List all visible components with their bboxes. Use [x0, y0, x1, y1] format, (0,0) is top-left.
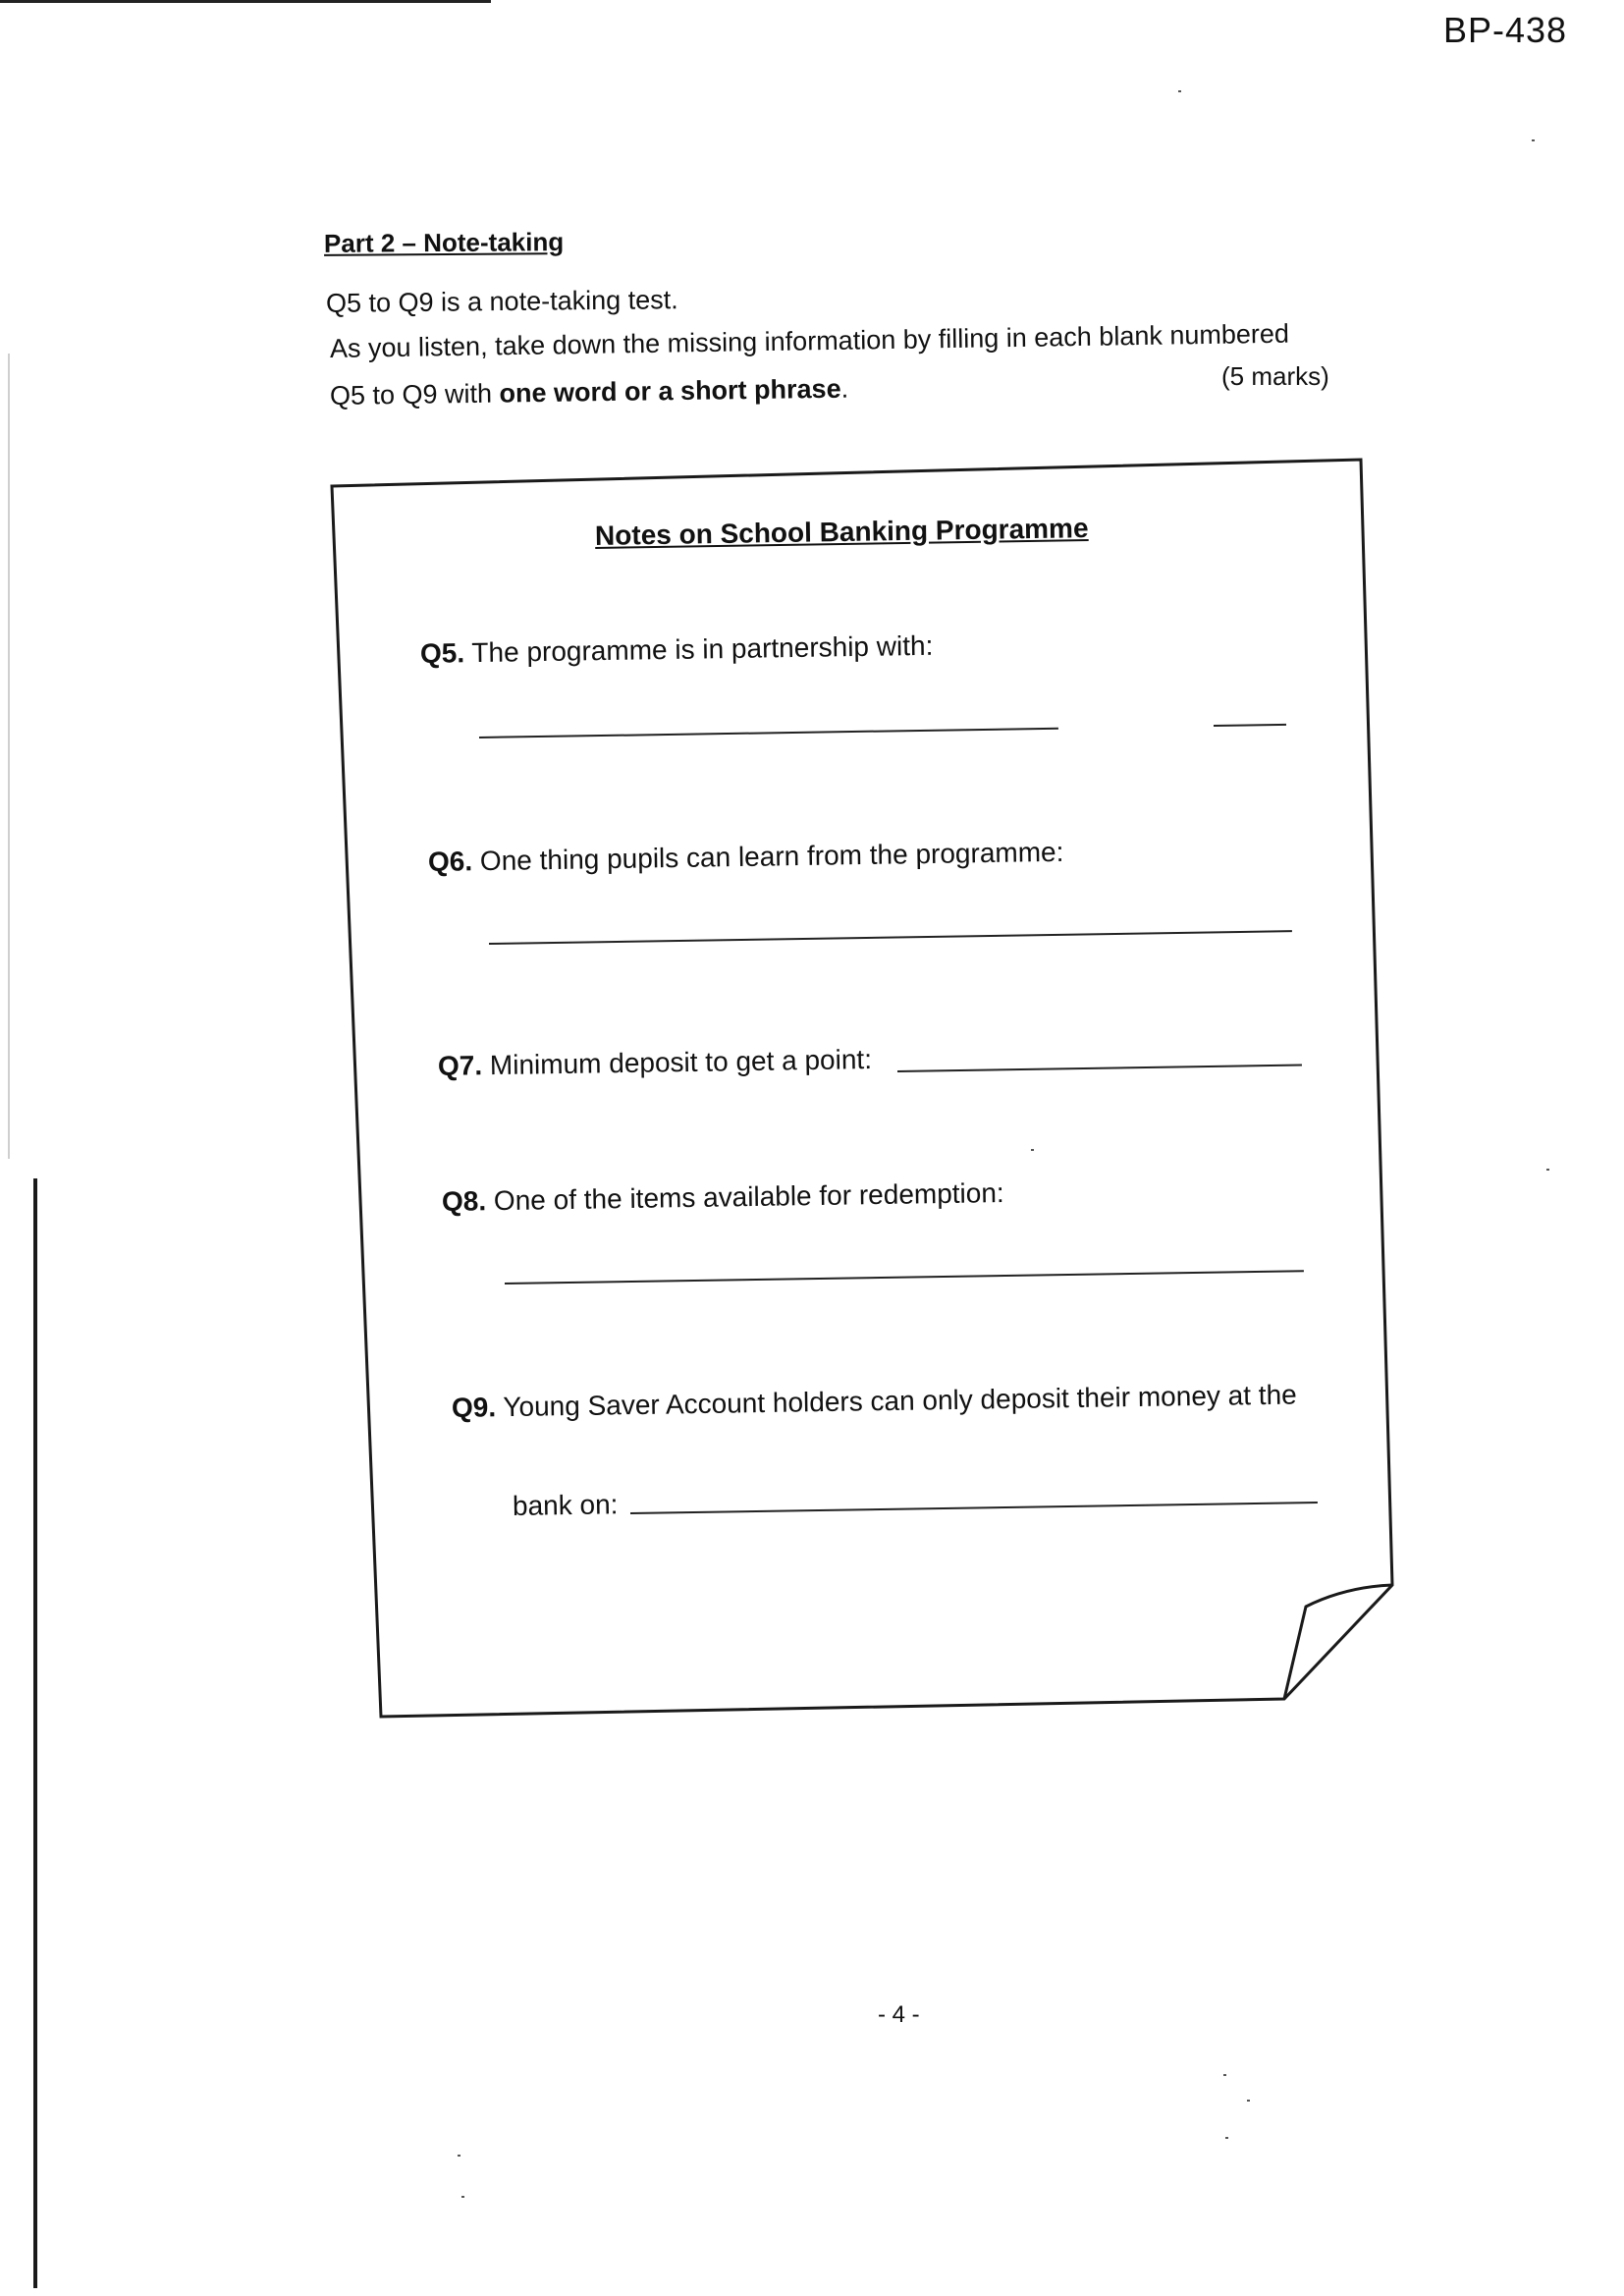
q5-number: Q5.: [419, 637, 465, 669]
intro-line-3-emphasis: one word or a short phrase: [499, 373, 841, 409]
q5-answer-blank[interactable]: [479, 728, 1058, 738]
q9-continuation: bank on:: [512, 1489, 619, 1521]
scan-speck: [1178, 90, 1181, 92]
paper-code: BP-438: [1443, 10, 1568, 50]
question-q9: [452, 1379, 1297, 1424]
notes-title: Notes on School Banking Programme: [594, 513, 1089, 551]
q7-answer-blank[interactable]: [897, 1065, 1302, 1072]
q7-text: Minimum deposit to get a point:: [489, 1044, 873, 1081]
q9-text: Young Saver Account holders can only deposit their money at the: [503, 1379, 1297, 1423]
section-heading: Part 2 – Note-taking: [323, 227, 565, 258]
q7-number: Q7.: [437, 1050, 483, 1081]
q8-number: Q8.: [441, 1185, 487, 1217]
q6-text: One thing pupils can learn from the programme:: [479, 836, 1064, 877]
q6-number: Q6.: [427, 846, 473, 877]
intro-line-1: Q5 to Q9 is a note-taking test.: [325, 285, 678, 318]
intro-line-3: [330, 374, 849, 411]
scan-speck: [1532, 139, 1535, 141]
question-q8: [442, 1177, 1004, 1218]
intro-line-3-prefix: Q5 to Q9 with: [329, 378, 500, 410]
intro-line-2: As you listen, take down the missing information by filling in each blank numbered: [329, 318, 1290, 363]
q9-number: Q9.: [451, 1392, 497, 1423]
intro-line-3-suffix: .: [840, 373, 849, 404]
scan-left-edge-faint: [8, 354, 10, 1159]
question-q5: [420, 630, 934, 670]
q9-answer-blank[interactable]: [630, 1502, 1318, 1514]
scan-speck: [1223, 2074, 1226, 2076]
q8-answer-blank[interactable]: [505, 1270, 1304, 1285]
q5-answer-blank-extra[interactable]: [1214, 724, 1286, 727]
marks-label: (5 marks): [1221, 361, 1329, 391]
scan-speck: [461, 2196, 464, 2198]
question-q6: [428, 837, 1064, 878]
question-q7: [438, 1044, 872, 1082]
scan-speck: [1225, 2137, 1228, 2139]
q6-answer-blank[interactable]: [489, 930, 1292, 945]
scan-top-edge: [0, 0, 491, 3]
page-curl-icon: [1284, 1585, 1392, 1699]
scan-speck: [1546, 1169, 1549, 1171]
q8-text: One of the items available for redemption:: [493, 1177, 1004, 1217]
scan-left-edge: [33, 1178, 37, 2288]
page-number: - 4 -: [878, 2001, 920, 2028]
scan-speck: [1031, 1149, 1034, 1151]
q5-text: The programme is in partnership with:: [471, 629, 934, 669]
scan-speck: [458, 2155, 460, 2157]
scan-speck: [1247, 2100, 1250, 2102]
